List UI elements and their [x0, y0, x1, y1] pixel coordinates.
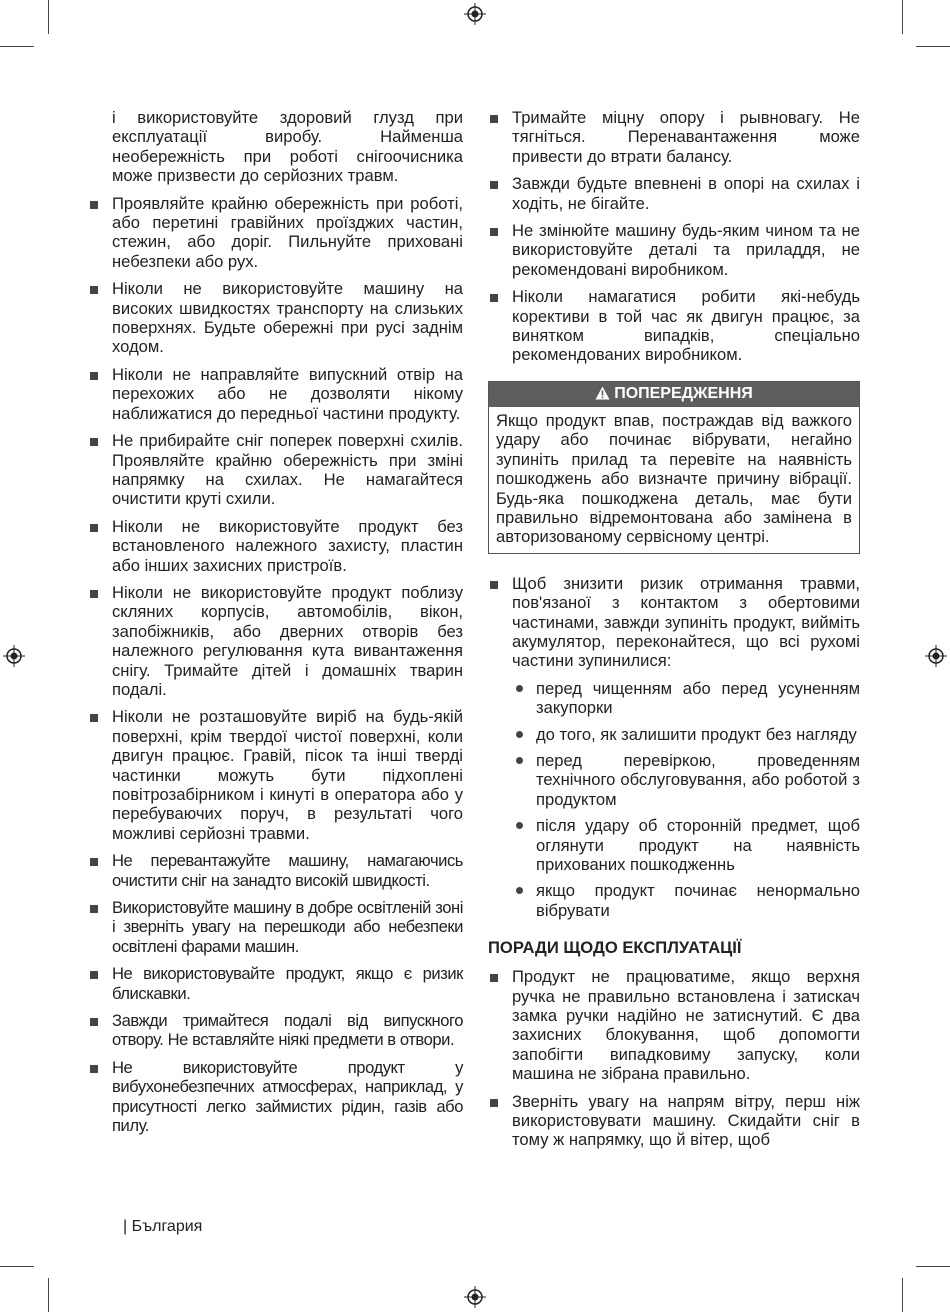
registration-mark-icon: [464, 3, 486, 25]
list-item: Зверніть увагу на напрям вітру, перш ніж використовувати машину. Скидайти сніг в тому ж напрямку, що й вітер, щоб: [488, 1092, 860, 1150]
round-bullet-icon: [516, 822, 523, 829]
right-column: [488, 108, 860, 1158]
round-bullet-icon: [516, 731, 523, 738]
crop-mark: [48, 0, 49, 34]
crop-mark: [48, 1278, 49, 1312]
list-item: Використовуйте машину в добре освітленій зоні і зверніть увагу на перешкоди або небезпеки освітлені фарами машин.: [88, 898, 463, 956]
list-item: Не використовувайте продукт, якщо є ризик блискавки.: [88, 964, 463, 1003]
warning-header: [489, 382, 859, 407]
crop-mark: [902, 0, 903, 34]
round-bullet-icon: [516, 757, 523, 764]
list-item: Завжди будьте впевнені в опорі на схилах і ходіть, не бігайте.: [488, 174, 860, 213]
page-footer: | България: [123, 1218, 203, 1235]
list-item: Не використовуйте продукт у вибухонебезпечних атмосферах, наприклад, у присутності легко займистих рідин, газів або пилу.: [88, 1058, 463, 1136]
square-bullet-icon: [90, 1018, 98, 1026]
sub-list-item: перед перевіркою, проведенням технічного обслуговування, або роботой з продуктом: [512, 751, 860, 809]
list-item: Щоб знизити ризик отримання травми, пов'язаної з контактом з обертовими частинами, завжди зупиніть продукт, вийміть акумулятор, переконайтеся, що всі рухомі частини зупинилися:: [488, 574, 860, 671]
list-item: Ніколи не розташовуйте виріб на будь-якій поверхні, крім твердої чистої поверхні, коли двигун працює. Гравій, пісок та інші тверді частинки можуть бути підхоплені повітрозабірником і кинуті в оператора або у перебуваючих поруч, в результаті чого можливі серйозні травми.: [88, 707, 463, 843]
section-heading: ПОРАДИ ЩОДО ЕКСПЛУАТАЦІЇ: [488, 938, 742, 958]
list-item: Не змінюйте машину будь-яким чином та не використовуйте деталі та приладдя, не рекомендовані виробником.: [488, 221, 860, 279]
warning-triangle-icon: [595, 386, 610, 400]
list-item: Завжди тримайтеся подалі від випускного отвору. Не вставляйте ніякі предмети в отвори.: [88, 1011, 463, 1050]
crop-mark: [0, 46, 34, 47]
round-bullet-icon: [516, 887, 523, 894]
square-bullet-icon: [490, 581, 498, 589]
square-bullet-icon: [90, 524, 98, 532]
warning-text: Якщо продукт впав, постраждав від важкого удару або починає вібрувати, негайно зупиніть прилад та перевіте на наявність пошкоджень або визначте причину вібрації. Будь-яка пошкоджена деталь, має бути правильно відремонтована або замінена в авторизованому сервісному центрі.: [496, 410, 852, 547]
list-item: Ніколи намагатися робити які-небудь корективи в той час як двигун працює, за винятком випадків, спеціально рекомендованих виробником.: [488, 287, 860, 365]
list-item: Продукт не працюватиме, якщо верхня ручка не правильно встановлена і затискач замка ручки надійно не затиснутий. Є два захисних блокування, щоб допомогти запобігти випадковиму запуску, коли машина не зібрана правильно.: [488, 967, 860, 1083]
square-bullet-icon: [490, 974, 498, 982]
warning-title: ПОПЕРЕДЖЕННЯ: [614, 384, 753, 402]
warning-box: [488, 381, 860, 554]
list-item: Проявляйте крайню обережність при роботі, або перетині гравійних проїзджих частин, стежин, або доріг. Пильнуйте приховані небезпеки або рух.: [88, 194, 463, 272]
crop-mark: [916, 1266, 950, 1267]
sub-list-item: якщо продукт починає ненормально вібрувати: [512, 881, 860, 920]
round-bullet-icon: [516, 685, 523, 692]
crop-mark: [0, 1266, 34, 1267]
registration-mark-icon: [3, 645, 25, 667]
square-bullet-icon: [490, 228, 498, 236]
square-bullet-icon: [490, 294, 498, 302]
list-item: Не прибирайте сніг поперек поверхні схилів. Проявляйте крайню обережність при зміні напрямку на схилах. Не намагайтеся очистити круті схили.: [88, 431, 463, 509]
crop-mark: [902, 1278, 903, 1312]
registration-mark-icon: [464, 1286, 486, 1308]
square-bullet-icon: [90, 905, 98, 913]
square-bullet-icon: [90, 971, 98, 979]
crop-mark: [916, 46, 950, 47]
square-bullet-icon: [90, 372, 98, 380]
square-bullet-icon: [90, 438, 98, 446]
square-bullet-icon: [490, 115, 498, 123]
square-bullet-icon: [90, 286, 98, 294]
intro-paragraph: і використовуйте здоровий глузд при експлуатації виробу. Найменша необережність при роботі снігоочисника може призвести до серйозних травм.: [112, 108, 463, 186]
list-item: Ніколи не направляйте випускний отвір на перехожих або не дозволяти нікому наближатися до передньої частини продукту.: [88, 365, 463, 423]
square-bullet-icon: [90, 858, 98, 866]
list-item: Ніколи не використовуйте продукт поблизу скляних корпусів, автомобілів, вікон, запобіжників, або дверних отворів без належного регулювання кута вивантаження снігу. Тримайте дітей і домашніх тварин подалі.: [88, 583, 463, 699]
sub-list-item: після удару об сторонній предмет, щоб оглянути продукт на наявність прихованих пошкодженнь: [512, 816, 860, 874]
list-item: Тримайте міцну опору і рывновагу. Не тягніться. Перенавантаження може привести до втрати балансу.: [488, 108, 860, 166]
list-item: Не перевантажуйте машину, намагаючись очистити сніг на занадто високій швидкості.: [88, 851, 463, 890]
list-item: Ніколи не використовуйте продукт без встановленого належного захисту, пластин або інших захисних пристроїв.: [88, 517, 463, 575]
registration-mark-icon: [925, 645, 947, 667]
left-column: [88, 108, 463, 1144]
list-item: Ніколи не використовуйте машину на високих швидкостях транспорту на слизьких поверхнях. Будьте обережні при русі заднім ходом.: [88, 279, 463, 357]
square-bullet-icon: [90, 590, 98, 598]
square-bullet-icon: [490, 181, 498, 189]
square-bullet-icon: [90, 1065, 98, 1073]
square-bullet-icon: [90, 714, 98, 722]
square-bullet-icon: [90, 201, 98, 209]
sub-list-item: до того, як залишити продукт без нагляду: [512, 725, 860, 744]
square-bullet-icon: [490, 1099, 498, 1107]
sub-list-item: перед чищенням або перед усуненням закупорки: [512, 679, 860, 718]
